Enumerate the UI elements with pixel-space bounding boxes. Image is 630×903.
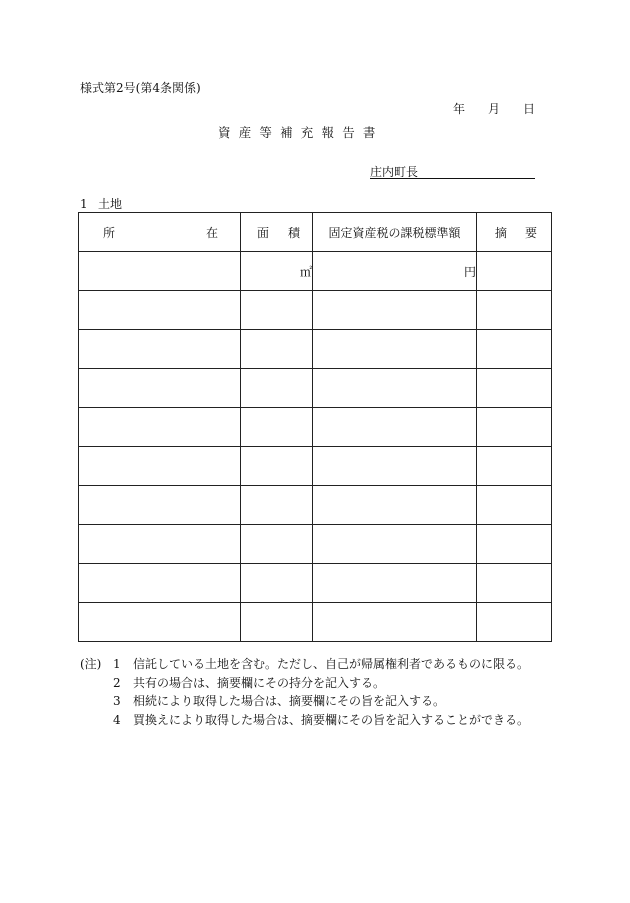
area-cell[interactable] xyxy=(241,603,313,642)
addressee-line xyxy=(370,163,535,179)
remarks-cell[interactable] xyxy=(477,447,552,486)
header-remarks xyxy=(477,213,552,252)
date-year-label: 年 xyxy=(453,102,466,116)
assessed-value-cell[interactable] xyxy=(313,564,477,603)
note-number: 4 xyxy=(113,712,121,727)
remarks-cell[interactable] xyxy=(477,525,552,564)
area-cell[interactable] xyxy=(241,408,313,447)
header-assessed-value xyxy=(313,213,477,252)
area-unit: ㎡ xyxy=(299,264,312,279)
assessed-value-cell[interactable] xyxy=(313,447,477,486)
area-cell[interactable] xyxy=(241,291,313,330)
note-text: 買換えにより取得した場合は、摘要欄にその旨を記入することができる。 xyxy=(133,712,530,727)
header-area-part: 積 xyxy=(287,225,300,240)
notes-prefix: (注) xyxy=(80,657,102,671)
header-remarks-part: 要 xyxy=(524,225,537,240)
location-cell[interactable] xyxy=(79,369,241,408)
area-cell[interactable] xyxy=(241,564,313,603)
assessed-value-cell[interactable] xyxy=(313,603,477,642)
remarks-cell[interactable] xyxy=(477,486,552,525)
remarks-cell[interactable] xyxy=(477,564,552,603)
table-row xyxy=(79,525,552,564)
land-table xyxy=(78,212,552,642)
location-cell[interactable] xyxy=(79,525,241,564)
note-number: 2 xyxy=(113,675,121,690)
remarks-cell[interactable] xyxy=(477,252,552,291)
table-header-row xyxy=(79,213,552,252)
header-location xyxy=(79,213,241,252)
remarks-cell[interactable] xyxy=(477,603,552,642)
table-row xyxy=(79,486,552,525)
area-cell[interactable] xyxy=(241,447,313,486)
area-cell[interactable] xyxy=(241,486,313,525)
location-cell[interactable] xyxy=(79,291,241,330)
remarks-cell[interactable] xyxy=(477,330,552,369)
addressee-name: 庄内町長 xyxy=(370,165,419,179)
table-row xyxy=(79,603,552,642)
header-location-part: 在 xyxy=(205,225,218,240)
remarks-cell[interactable] xyxy=(477,369,552,408)
assessed-value-cell[interactable] xyxy=(313,252,477,291)
note-number: 1 xyxy=(113,657,121,671)
document-title: 資産等補充報告書 xyxy=(218,125,384,140)
header-remarks-part: 摘 xyxy=(495,225,508,240)
location-cell[interactable] xyxy=(79,564,241,603)
assessed-value-cell[interactable] xyxy=(313,369,477,408)
header-assessed-value-label: 固定資産税の課税標準額 xyxy=(328,225,461,240)
table-row xyxy=(79,291,552,330)
section-heading xyxy=(80,195,122,212)
location-cell[interactable] xyxy=(79,330,241,369)
assessed-value-cell[interactable] xyxy=(313,291,477,330)
location-cell[interactable] xyxy=(79,603,241,642)
table-row xyxy=(79,408,552,447)
assessed-value-cell[interactable] xyxy=(313,408,477,447)
header-location-part: 所 xyxy=(103,225,116,240)
section-number: 1 xyxy=(80,197,88,211)
assessed-value-cell[interactable] xyxy=(313,330,477,369)
note-text: 相続により取得した場合は、摘要欄にその旨を記入する。 xyxy=(133,694,446,708)
area-cell[interactable] xyxy=(241,369,313,408)
yen-unit: 円 xyxy=(463,264,476,279)
form-number: 様式第2号(第4条関係) xyxy=(80,81,201,95)
header-area xyxy=(241,213,313,252)
table-row xyxy=(79,369,552,408)
table-row xyxy=(79,330,552,369)
table-row xyxy=(79,564,552,603)
area-cell[interactable] xyxy=(241,330,313,369)
location-cell[interactable] xyxy=(79,408,241,447)
section-label: 土地 xyxy=(98,197,123,211)
area-cell[interactable] xyxy=(241,525,313,564)
note-text: 共有の場合は、摘要欄にその持分を記入する。 xyxy=(133,675,386,690)
location-cell[interactable] xyxy=(79,447,241,486)
table-row xyxy=(79,252,552,291)
note-text: 信託している土地を含む。ただし、自己が帰属権利者であるものに限る。 xyxy=(133,657,530,671)
date-day-label: 日 xyxy=(523,102,536,116)
note-number: 3 xyxy=(113,694,121,708)
assessed-value-cell[interactable] xyxy=(313,525,477,564)
header-area-part: 面 xyxy=(257,225,270,240)
date-month-label: 月 xyxy=(488,102,501,116)
assessed-value-cell[interactable] xyxy=(313,486,477,525)
remarks-cell[interactable] xyxy=(477,408,552,447)
remarks-cell[interactable] xyxy=(477,291,552,330)
location-cell[interactable] xyxy=(79,486,241,525)
area-cell[interactable] xyxy=(241,252,313,291)
location-cell[interactable] xyxy=(79,252,241,291)
table-row xyxy=(79,447,552,486)
